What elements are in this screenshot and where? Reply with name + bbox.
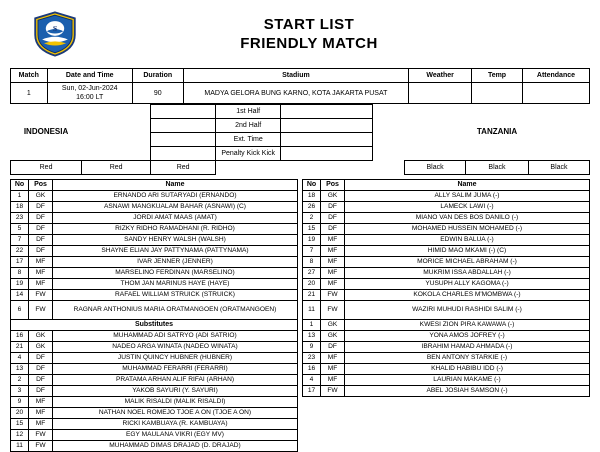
- player-name: JUSTIN QUINCY HUBNER (HUBNER): [53, 353, 298, 364]
- header-no: No: [11, 180, 29, 191]
- away-color-1: Black: [405, 161, 466, 175]
- player-pos: MF: [29, 419, 53, 430]
- table-row: [11, 213, 298, 224]
- player-name: EGY MAULANA VIKRI (EGY MV): [53, 430, 298, 441]
- player-no: 3: [11, 386, 29, 397]
- match-info-header-row: [11, 69, 590, 83]
- player-pos: FW: [321, 301, 345, 320]
- player-name: RICKI KAMBUAYA (R. KAMBUAYA): [53, 419, 298, 430]
- col-weather: Weather: [409, 69, 472, 83]
- away-roster-header: [303, 180, 590, 191]
- away-roster-table: [302, 179, 590, 397]
- player-name: SHAYNE ELIAN JAY PATTYNAMA (PATTYNAMA): [53, 246, 298, 257]
- player-no: 21: [11, 342, 29, 353]
- player-pos: GK: [321, 331, 345, 342]
- player-name: MUHAMMAD DIMAS DRAJAD (D. DRAJAD): [53, 441, 298, 452]
- player-no: 9: [11, 397, 29, 408]
- player-pos: MF: [29, 279, 53, 290]
- player-no: 26: [303, 202, 321, 213]
- player-pos: DF: [29, 224, 53, 235]
- player-no: 1: [303, 320, 321, 331]
- player-pos: MF: [321, 364, 345, 375]
- home-roster-table: [10, 179, 298, 452]
- table-row: [303, 257, 590, 268]
- document-header: [10, 6, 590, 62]
- player-pos: MF: [321, 257, 345, 268]
- home-roster: [10, 179, 298, 452]
- header-pos: Pos: [321, 180, 345, 191]
- player-pos: FW: [29, 290, 53, 301]
- value-match: 1: [11, 83, 48, 104]
- period-label-1st-half: 1st Half: [216, 105, 281, 119]
- table-row: [303, 320, 590, 331]
- table-row: [11, 257, 298, 268]
- table-row: [11, 419, 298, 430]
- table-row: [11, 202, 298, 213]
- document-title: START LIST: [263, 16, 355, 33]
- date-line-2: 16:00 LT: [76, 94, 104, 101]
- period-1st-score-away: [281, 105, 372, 119]
- home-color-3: Red: [151, 161, 216, 175]
- player-name: ASNAWI MANGKUALAM BAHAR (ASNAWI) (C): [53, 202, 298, 213]
- player-no: 7: [303, 246, 321, 257]
- table-row: [11, 235, 298, 246]
- player-no: 14: [11, 290, 29, 301]
- player-name: MOHAMED HUSSEIN MOHAMED (-): [345, 224, 590, 235]
- player-no: 11: [11, 441, 29, 452]
- player-pos: MF: [29, 408, 53, 419]
- header-pos: Pos: [29, 180, 53, 191]
- player-no: 5: [11, 224, 29, 235]
- table-row: [303, 331, 590, 342]
- table-row: [303, 202, 590, 213]
- table-row: [11, 191, 298, 202]
- player-no: 16: [11, 331, 29, 342]
- table-row: [303, 268, 590, 279]
- pssi-crest-icon: [32, 11, 78, 57]
- player-no: 2: [303, 213, 321, 224]
- home-team-name: INDONESIA: [23, 127, 69, 137]
- table-row: [303, 279, 590, 290]
- player-pos: DF: [321, 224, 345, 235]
- table-row: [303, 364, 590, 375]
- player-no: 13: [11, 364, 29, 375]
- player-no: 16: [303, 364, 321, 375]
- player-name: LAURIAN MAKAME (-): [345, 375, 590, 386]
- player-pos: FW: [29, 301, 53, 320]
- player-pos: GK: [29, 342, 53, 353]
- table-row: [11, 331, 298, 342]
- period-2nd-score-away: [281, 119, 372, 133]
- player-pos: MF: [321, 375, 345, 386]
- col-duration: Duration: [132, 69, 183, 83]
- period-1st-score-home: [151, 105, 216, 119]
- table-row: [11, 441, 298, 452]
- player-pos: MF: [29, 257, 53, 268]
- player-no: 4: [303, 375, 321, 386]
- player-no: 1: [11, 191, 29, 202]
- player-no: 23: [11, 213, 29, 224]
- match-info-value-row: [11, 83, 590, 104]
- player-name: YONA AMOS JOFREY (-): [345, 331, 590, 342]
- player-pos: DF: [29, 246, 53, 257]
- player-pos: MF: [321, 279, 345, 290]
- table-row: [303, 353, 590, 364]
- player-name: ABEL JOSIAH SAMSON (-): [345, 386, 590, 397]
- player-pos: MF: [321, 246, 345, 257]
- player-name: ALLY SALIM JUMA (-): [345, 191, 590, 202]
- period-et-score-home: [151, 133, 216, 147]
- player-no: 18: [303, 191, 321, 202]
- player-pos: DF: [29, 375, 53, 386]
- home-color-2: Red: [82, 161, 151, 175]
- table-row: [11, 364, 298, 375]
- period-label-penalty-kick: Penalty Kick Kick: [216, 147, 281, 161]
- table-row: [303, 290, 590, 301]
- player-no: 12: [11, 430, 29, 441]
- player-name: MALIK RISALDI (MALIK RISALDI): [53, 397, 298, 408]
- away-team-cell: [405, 105, 590, 161]
- rosters-container: [10, 179, 590, 452]
- player-name: HIMID MAO MKAMI (-) (C): [345, 246, 590, 257]
- away-color-3: Black: [528, 161, 589, 175]
- svg-text:S: S: [52, 23, 58, 33]
- player-no: 20: [303, 279, 321, 290]
- player-pos: FW: [321, 386, 345, 397]
- player-pos: MF: [29, 397, 53, 408]
- player-no: 9: [303, 342, 321, 353]
- player-pos: GK: [321, 191, 345, 202]
- table-row: [303, 342, 590, 353]
- table-row: [303, 375, 590, 386]
- player-no: 18: [11, 202, 29, 213]
- table-row: [11, 408, 298, 419]
- col-temp: Temp: [472, 69, 523, 83]
- player-pos: MF: [321, 268, 345, 279]
- player-pos: DF: [29, 386, 53, 397]
- player-name: MIANO VAN DES BOS DANILO (-): [345, 213, 590, 224]
- table-row: [303, 191, 590, 202]
- player-pos: GK: [29, 331, 53, 342]
- value-duration: 90: [132, 83, 183, 104]
- player-name: MUHAMMAD FERARRI (FERARRI): [53, 364, 298, 375]
- player-name: KOKOLA CHARLES M'MOMBWA (-): [345, 290, 590, 301]
- home-team-cell: [11, 105, 82, 161]
- home-color-1: Red: [11, 161, 82, 175]
- player-name: MUKRIM ISSA ABDALLAH (-): [345, 268, 590, 279]
- period-pk-score-away: [281, 147, 372, 161]
- value-attendance: [522, 83, 589, 104]
- table-row: [303, 235, 590, 246]
- home-roster-header: [11, 180, 298, 191]
- date-line-1: Sun, 02-Jun-2024: [61, 85, 118, 92]
- player-no: 17: [303, 386, 321, 397]
- period-pk-score-home: [151, 147, 216, 161]
- period-et-score-away: [281, 133, 372, 147]
- value-weather: [409, 83, 472, 104]
- table-row: [11, 353, 298, 364]
- player-no: 7: [11, 235, 29, 246]
- player-no: 27: [303, 268, 321, 279]
- col-attendance: Attendance: [522, 69, 589, 83]
- player-name: EDWIN BALUA (-): [345, 235, 590, 246]
- player-pos: FW: [29, 441, 53, 452]
- player-name: MUHAMMAD ADI SATRYO (ADI SATRIO): [53, 331, 298, 342]
- table-row: [303, 213, 590, 224]
- table-row: [11, 246, 298, 257]
- match-info-table: [10, 68, 590, 104]
- table-row: [11, 301, 298, 320]
- player-no: 21: [303, 290, 321, 301]
- player-no: 19: [11, 279, 29, 290]
- player-pos: DF: [321, 202, 345, 213]
- player-no: 2: [11, 375, 29, 386]
- table-row: [303, 301, 590, 320]
- table-row: [11, 224, 298, 235]
- value-temp: [472, 83, 523, 104]
- player-name: MARSELINO FERDINAN (MARSELINO): [53, 268, 298, 279]
- header-name: Name: [345, 180, 590, 191]
- title-block: [88, 15, 530, 53]
- away-team-name: TANZANIA: [476, 127, 518, 137]
- player-name: LAMECK LAWI (-): [345, 202, 590, 213]
- table-row: [11, 386, 298, 397]
- player-no: 15: [11, 419, 29, 430]
- table-row: [11, 268, 298, 279]
- value-date-time: [47, 83, 132, 104]
- player-name: BEN ANTONY STARKIE (-): [345, 353, 590, 364]
- player-name: IVAR JENNER (JENNER): [53, 257, 298, 268]
- col-match: Match: [11, 69, 48, 83]
- period-row-1: [11, 105, 590, 119]
- player-pos: DF: [321, 342, 345, 353]
- player-no: 23: [303, 353, 321, 364]
- player-pos: DF: [29, 364, 53, 375]
- player-name: PRATAMA ARHAN ALIF RIFAI (ARHAN): [53, 375, 298, 386]
- player-name: YUSUPH ALLY KAGOMA (-): [345, 279, 590, 290]
- player-name: WAZIRI MUHUDI RASHIDI SALIM (-): [345, 301, 590, 320]
- player-name: RAGNAR ANTHONIUS MARIA ORATMANGOEN (ORATMANGOEN): [53, 301, 298, 320]
- teams-periods-table: [10, 104, 590, 175]
- table-row: [303, 224, 590, 235]
- player-pos: FW: [29, 430, 53, 441]
- away-roster: [302, 179, 590, 452]
- player-pos: GK: [29, 191, 53, 202]
- player-no: 8: [11, 268, 29, 279]
- player-name: KHALID HABIBU IDD (-): [345, 364, 590, 375]
- player-pos: DF: [321, 213, 345, 224]
- player-name: JORDI AMAT MAAS (AMAT): [53, 213, 298, 224]
- player-name: ERNANDO ARI SUTARYADI (ERNANDO): [53, 191, 298, 202]
- player-pos: DF: [29, 353, 53, 364]
- player-no: 15: [303, 224, 321, 235]
- player-name: MORICE MICHAEL ABRAHAM (-): [345, 257, 590, 268]
- header-name: Name: [53, 180, 298, 191]
- kit-colors-row: [11, 161, 590, 175]
- player-no: 6: [11, 301, 29, 320]
- value-stadium: MADYA GELORA BUNG KARNO, KOTA JAKARTA PUSAT: [183, 83, 409, 104]
- player-pos: MF: [321, 235, 345, 246]
- player-no: 19: [303, 235, 321, 246]
- player-name: NADEO ARGA WINATA (NADEO WINATA): [53, 342, 298, 353]
- player-pos: MF: [321, 353, 345, 364]
- period-label-ext-time: Ext. Time: [216, 133, 281, 147]
- table-row: [11, 290, 298, 301]
- player-pos: FW: [321, 290, 345, 301]
- col-stadium: Stadium: [183, 69, 409, 83]
- player-pos: DF: [29, 235, 53, 246]
- player-no: 17: [11, 257, 29, 268]
- player-pos: GK: [321, 320, 345, 331]
- player-pos: DF: [29, 213, 53, 224]
- player-name: RAFAEL WILLIAM STRUICK (STRUICK): [53, 290, 298, 301]
- header-no: No: [303, 180, 321, 191]
- player-name: IBRAHIM HAMAD AHMADA (-): [345, 342, 590, 353]
- player-name: KWESI ZION PIRA KAWAWA (-): [345, 320, 590, 331]
- period-2nd-score-home: [151, 119, 216, 133]
- table-row: [11, 375, 298, 386]
- table-row: [11, 279, 298, 290]
- player-no: 13: [303, 331, 321, 342]
- table-row: [11, 397, 298, 408]
- player-name: NATHAN NOEL ROMEJO TJOE A ON (TJOE A ON): [53, 408, 298, 419]
- player-no: 8: [303, 257, 321, 268]
- player-no: 22: [11, 246, 29, 257]
- player-no: 11: [303, 301, 321, 320]
- period-label-2nd-half: 2nd Half: [216, 119, 281, 133]
- player-name: SANDY HENRY WALSH (WALSH): [53, 235, 298, 246]
- player-name: THOM JAN MARINUS HAYE (HAYE): [53, 279, 298, 290]
- player-pos: DF: [29, 202, 53, 213]
- table-row: [303, 386, 590, 397]
- table-row: [303, 246, 590, 257]
- home-substitutes-header: [11, 320, 298, 331]
- table-row: [11, 342, 298, 353]
- away-color-2: Black: [466, 161, 529, 175]
- col-date-time: Date and Time: [47, 69, 132, 83]
- player-pos: MF: [29, 268, 53, 279]
- document-subtitle: FRIENDLY MATCH: [240, 35, 378, 52]
- table-row: [11, 430, 298, 441]
- player-name: YAKOB SAYURI (Y. SAYURI): [53, 386, 298, 397]
- player-name: RIZKY RIDHO RAMADHANI (R. RIDHO): [53, 224, 298, 235]
- substitutes-label: Substitutes: [11, 320, 298, 331]
- player-no: 4: [11, 353, 29, 364]
- player-no: 20: [11, 408, 29, 419]
